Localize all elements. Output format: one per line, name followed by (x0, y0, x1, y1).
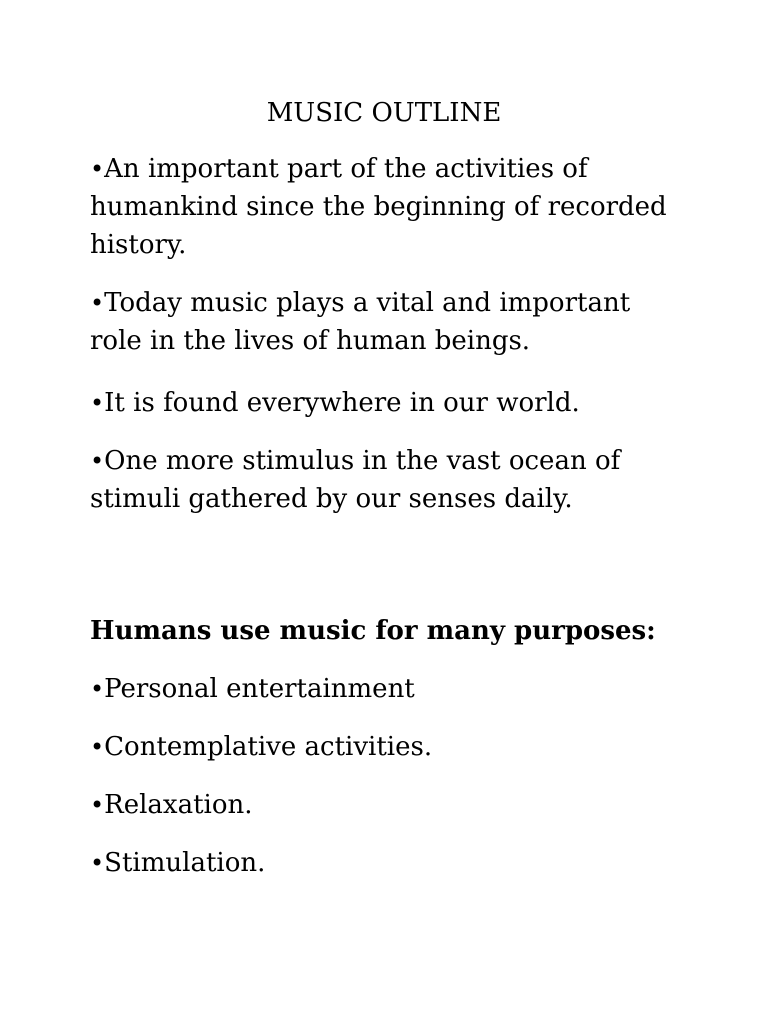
bullet-line: history. (90, 230, 187, 260)
purpose-item (90, 844, 690, 882)
bullet-text: Contemplative activities. (104, 732, 433, 762)
bullet-text: One more stimulus in the vast ocean of (104, 446, 621, 476)
bullet-item (90, 284, 690, 360)
purpose-item (90, 670, 690, 708)
bullet-icon: • (90, 289, 105, 317)
purposes-heading: Humans use music for many purposes: (90, 616, 656, 646)
bullet-icon: • (90, 389, 105, 417)
bullet-icon: • (90, 733, 105, 761)
bullet-line (90, 442, 690, 480)
bullet-item (90, 150, 690, 264)
bullet-text: An important part of the activities of (104, 154, 588, 184)
bullet-text: Personal entertainment (104, 674, 415, 704)
bullet-icon: • (90, 849, 105, 877)
bullet-icon: • (90, 675, 105, 703)
bullet-text: It is found everywhere in our world. (104, 388, 580, 418)
bullet-line (90, 150, 690, 188)
bullet-line (90, 786, 690, 824)
bullet-item (90, 442, 690, 518)
bullet-text: Today music plays a vital and important (104, 288, 631, 318)
document-title: MUSIC OUTLINE (266, 98, 502, 128)
bullet-line (90, 384, 690, 422)
bullet-line (90, 284, 690, 322)
bullet-icon: • (90, 791, 105, 819)
bullet-line: humankind since the beginning of recorded (90, 192, 667, 222)
purpose-item (90, 786, 690, 824)
bullet-line (90, 670, 690, 708)
bullet-text: Stimulation. (104, 848, 266, 878)
bullet-icon: • (90, 447, 105, 475)
bullet-text: Relaxation. (104, 790, 253, 820)
bullet-line (90, 728, 690, 766)
bullet-icon: • (90, 155, 105, 183)
bullet-line: stimuli gathered by our senses daily. (90, 484, 573, 514)
bullet-line (90, 844, 690, 882)
bullet-item (90, 384, 690, 422)
purpose-item (90, 728, 690, 766)
bullet-line: role in the lives of human beings. (90, 326, 531, 356)
